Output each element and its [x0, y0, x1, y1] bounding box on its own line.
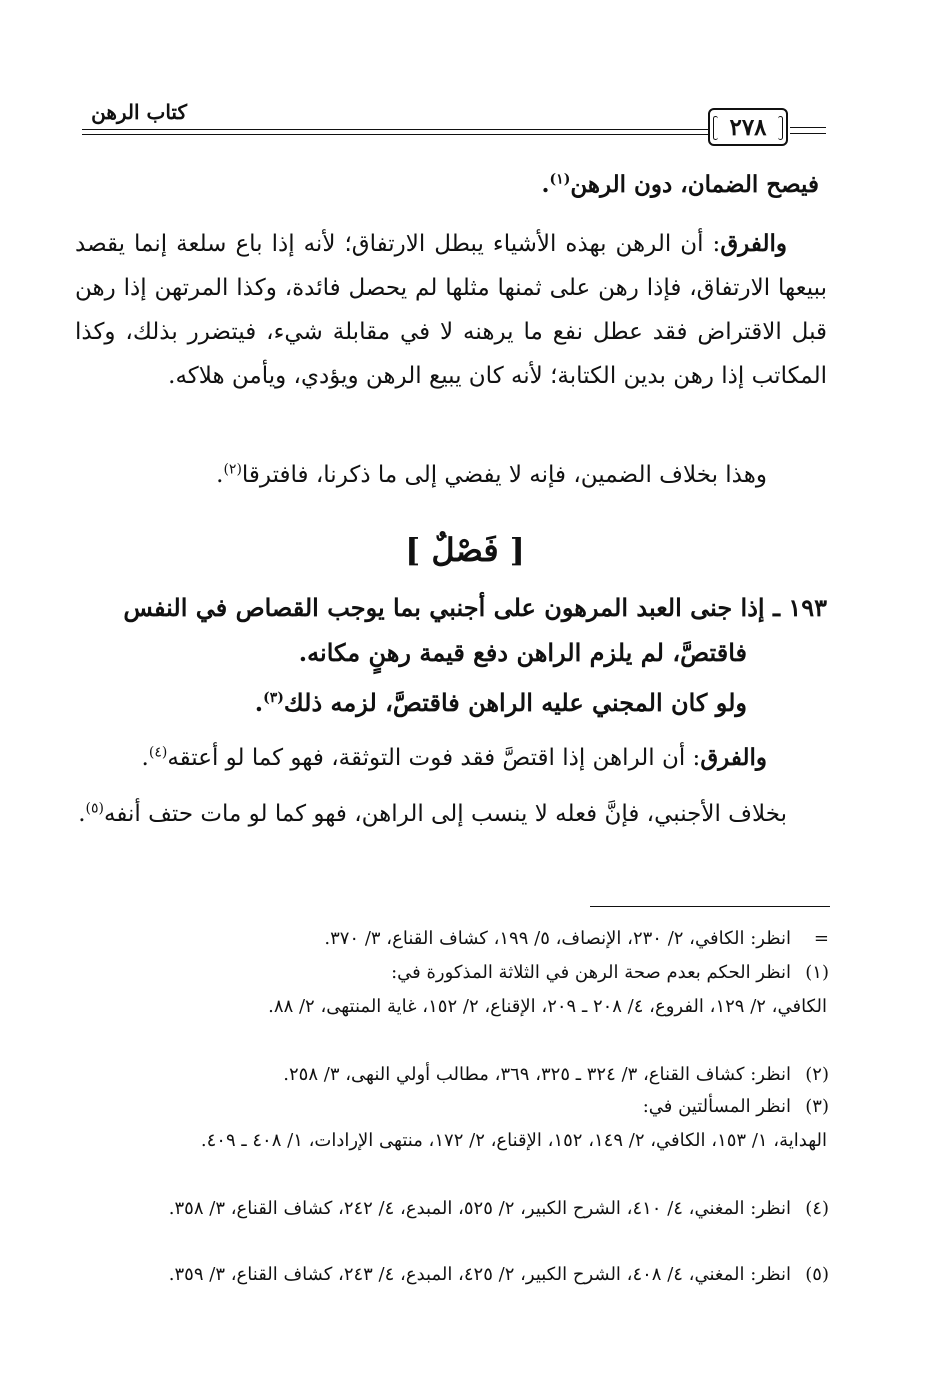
paragraph-label: والفرق — [700, 744, 767, 771]
header-rule — [82, 134, 708, 135]
difference-paragraph-1 — [75, 222, 827, 398]
footnote-3: انظر المسألتين في: — [642, 1096, 791, 1117]
punctuation: . — [254, 688, 264, 717]
issue-text: ولو كان المجني عليه الراهن فاقتصَّ، لزمه ذلك — [283, 688, 747, 717]
header-dash — [790, 127, 826, 128]
footnote-mark: = — [813, 928, 829, 949]
issue-line-1 — [123, 593, 827, 623]
footnote-ref: (٤) — [148, 744, 168, 761]
paragraph-2 — [216, 460, 767, 490]
paragraph-text: : أن الرهن بهذه الأشياء يبطل الارتفاق؛ لأنه إذا باع سلعة إنما يقصد ببيعها الارتفاق، فإذا رهن على ثمنها مثلها لم يحصل فائدة، وكذا المرتهن إذا رهن قبل الاقتراض فقد عطل نفع ما يرهنه لا في مقابلة شيء، فيتضرر بذلك، وكذا المكاتب إذا رهن بدين الكتابة؛ لأنه كان يبيع الرهن ويؤدي، ويأمن هلاكه. — [75, 231, 827, 389]
footnote-2: انظر: كشاف القناع، ٣/ ٣٢٤ ـ ٣٢٥، ٣٦٩، مطالب أولي النهى، ٣/ ٢٥٨. — [283, 1064, 791, 1085]
footnote-1: انظر الحكم بعدم صحة الرهن في الثلاثة المذكورة في: — [391, 962, 791, 983]
paragraph-4 — [75, 792, 827, 836]
opening-line — [542, 170, 819, 200]
footnote-5: انظر: المغني، ٤/ ٤٠٨، الشرح الكبير، ٢/ ٤٢٥، المبدع، ٤/ ٢٤٣، كشاف القناع، ٣/ ٣٥٩. — [168, 1264, 791, 1285]
section-heading: [ فَصْلٌ ] — [405, 531, 525, 569]
punctuation: . — [78, 801, 86, 827]
paragraph-text: : أن الراهن إذا اقتصَّ فقد فوت التوثقة، فهو كما لو أعتقه — [167, 745, 701, 771]
issue-line-3 — [255, 688, 747, 718]
issue-line-2: فاقتصَّ، لم يلزم الراهن دفع قيمة رهنٍ مكانه. — [298, 638, 747, 667]
punctuation: . — [216, 462, 224, 488]
footnote-3-continued: الهداية، ١/ ١٥٣، الكافي، ٢/ ١٤٩، ١٥٢، الإقناع، ٢/ ١٧٢، منتهى الإرادات، ١/ ٤٠٨ ـ ٤٠٩. — [200, 1130, 827, 1151]
footnote-ref: (٢) — [223, 461, 242, 478]
paragraph-text: وهذا بخلاف الضمين، فإنه لا يفضي إلى ما ذكرنا، فافترقا — [241, 462, 767, 488]
opening-line-text: فيصح الضمان، دون الرهن — [570, 171, 819, 198]
footnote-mark: (٢) — [805, 1064, 829, 1085]
footnote-mark: (٤) — [805, 1198, 829, 1219]
footnote-ref: (٥) — [85, 800, 105, 817]
punctuation: . — [141, 745, 149, 771]
footnote-separator — [590, 906, 830, 907]
footnote-mark: (٣) — [805, 1096, 829, 1117]
footnote-ref: (٣) — [263, 690, 284, 706]
header-dash — [790, 133, 826, 134]
header-rule — [82, 129, 708, 130]
footnote-continuation: انظر: الكافي، ٢/ ٢٣٠، الإنصاف، ٥/ ١٩٩، كشاف القناع، ٣/ ٣٧٠. — [324, 928, 791, 949]
punctuation: . — [541, 171, 550, 198]
issue-number: ١٩٣ ـ — [772, 593, 827, 622]
page-number: ٢٧٨ — [708, 108, 788, 146]
paragraph-text: بخلاف الأجنبي، فإنَّ فعله لا ينسب إلى الراهن، فهو كما لو مات حتف أنفه — [104, 801, 787, 827]
paragraph-label: والفرق — [720, 230, 787, 257]
footnote-ref: (١) — [549, 171, 571, 188]
footnote-4: انظر: المغني، ٤/ ٤١٠، الشرح الكبير، ٢/ ٥٢٥، المبدع، ٤/ ٢٤٢، كشاف القناع، ٣/ ٣٥٨. — [168, 1198, 791, 1219]
footnote-mark: (٥) — [805, 1264, 829, 1285]
difference-paragraph-2 — [142, 743, 767, 773]
issue-text: إذا جنى العبد المرهون على أجنبي بما يوجب القصاص في النفس — [123, 593, 765, 622]
running-header-title: كتاب الرهن — [91, 100, 187, 124]
footnote-1-continued: الكافي، ٢/ ١٢٩، الفروع، ٤/ ٢٠٨ ـ ٢٠٩، الإقناع، ٢/ ١٥٢، غاية المنتهى، ٢/ ٨٨. — [268, 996, 827, 1017]
footnote-mark: (١) — [805, 962, 829, 983]
